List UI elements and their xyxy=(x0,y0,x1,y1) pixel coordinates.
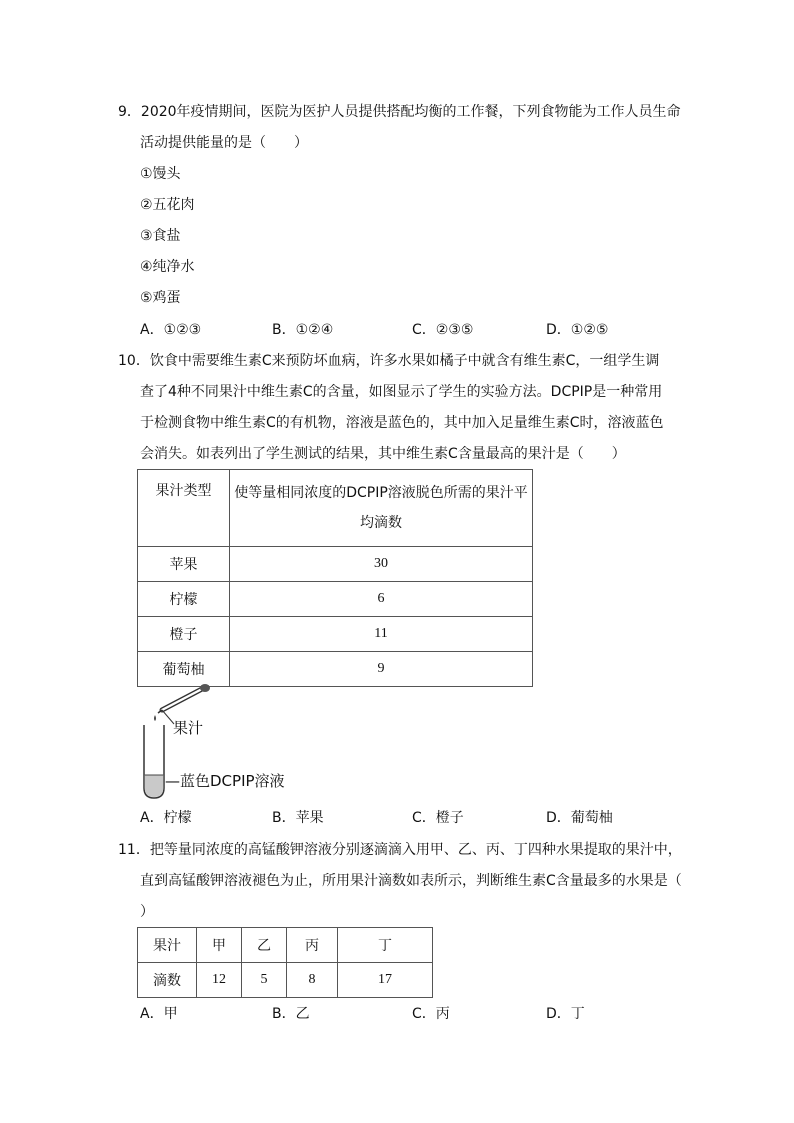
q11-header-1: 甲 xyxy=(197,928,242,963)
q9-item-4: ④纯净水 xyxy=(140,259,195,275)
q10-stem-line4: 会消失。如表列出了学生测试的结果，其中维生素C含量最高的果汁是（ ） xyxy=(140,446,626,462)
q10-option-c[interactable]: C．橙子 xyxy=(412,810,464,826)
q10-header-col2-line2: 均滴数 xyxy=(360,515,402,531)
q9-option-c[interactable]: C．②③⑤ xyxy=(412,322,474,338)
q10-stem-line3: 于检测食物中维生素C的有机物，溶液是蓝色的，其中加入足量维生素C时，溶液蓝色 xyxy=(140,415,664,431)
q10-row4-value: 9 xyxy=(230,652,533,687)
drop-icon xyxy=(154,715,156,721)
table-row xyxy=(138,582,533,617)
q11-stem-line2: 直到高锰酸钾溶液褪色为止，所用果汁滴数如表所示，判断维生素C含量最多的水果是（ xyxy=(140,873,682,889)
q10-row3-value: 11 xyxy=(230,617,533,652)
q9-item-1: ①馒头 xyxy=(140,166,181,182)
q11-option-d[interactable]: D．丁 xyxy=(546,1006,585,1022)
q11-cell-0: 滴数 xyxy=(138,963,197,998)
q10-header-col1: 果汁类型 xyxy=(138,470,230,547)
table-row xyxy=(138,963,433,998)
q11-option-a[interactable]: A．甲 xyxy=(140,1006,178,1022)
q10-option-a[interactable]: A．柠檬 xyxy=(140,810,192,826)
table-header-row xyxy=(138,470,533,547)
q11-cell-1: 12 xyxy=(197,963,242,998)
q10-row1-name: 苹果 xyxy=(138,547,230,582)
q9-item-3: ③食盐 xyxy=(140,228,181,244)
q9-item-2: ②五花肉 xyxy=(140,197,195,213)
q10-stem-line1: 10．饮食中需要维生素C来预防坏血病，许多水果如橘子中就含有维生素C，一组学生调 xyxy=(118,353,660,369)
q11-option-c[interactable]: C．丙 xyxy=(412,1006,450,1022)
q11-cell-3: 8 xyxy=(287,963,338,998)
q9-stem-line1: 9．2020年疫情期间，医院为医护人员提供搭配均衡的工作餐，下列食物能为工作人员生命 xyxy=(118,104,681,120)
q11-option-b[interactable]: B．乙 xyxy=(272,1006,310,1022)
q9-stem-line2: 活动提供能量的是（ ） xyxy=(140,135,308,151)
q11-header-2: 乙 xyxy=(242,928,287,963)
figure-label-solution: —蓝色DCPIP溶液 xyxy=(165,772,285,790)
q10-option-d[interactable]: D．葡萄柚 xyxy=(546,810,613,826)
q10-header-col2 xyxy=(230,470,533,547)
q11-cell-4: 17 xyxy=(338,963,433,998)
q11-header-0: 果汁 xyxy=(138,928,197,963)
dropper-icon xyxy=(158,684,210,713)
q9-item-5: ⑤鸡蛋 xyxy=(140,290,181,306)
q9-option-b[interactable]: B．①②④ xyxy=(272,322,334,338)
q11-stem-line3: ） xyxy=(140,904,154,920)
q10-row4-name: 葡萄柚 xyxy=(138,652,230,687)
q10-row2-name: 柠檬 xyxy=(138,582,230,617)
figure-label-juice: 果汁 xyxy=(173,719,204,737)
q11-header-4: 丁 xyxy=(338,928,433,963)
q10-row2-value: 6 xyxy=(230,582,533,617)
q10-stem-line2: 查了4种不同果汁中维生素C的含量，如图显示了学生的实验方法。DCPIP是一种常用 xyxy=(140,384,663,400)
q11-cell-2: 5 xyxy=(242,963,287,998)
q11-header-3: 丙 xyxy=(287,928,338,963)
q10-table xyxy=(137,469,533,687)
table-header-row xyxy=(138,928,433,963)
q11-table xyxy=(137,927,433,998)
q10-option-b[interactable]: B．苹果 xyxy=(272,810,324,826)
q10-row1-value: 30 xyxy=(230,547,533,582)
q9-option-d[interactable]: D．①②⑤ xyxy=(546,322,609,338)
q10-row3-name: 橙子 xyxy=(138,617,230,652)
q11-stem-line1: 11．把等量同浓度的高锰酸钾溶液分别逐滴滴入用甲、乙、丙、丁四种水果提取的果汁中， xyxy=(118,842,682,858)
q9-option-a[interactable]: A．①②③ xyxy=(140,322,202,338)
q10-header-col2-line1: 使等量相同浓度的DCPIP溶液脱色所需的果汁平 xyxy=(234,485,528,501)
table-row xyxy=(138,547,533,582)
table-row xyxy=(138,617,533,652)
test-tube-icon xyxy=(144,725,164,798)
